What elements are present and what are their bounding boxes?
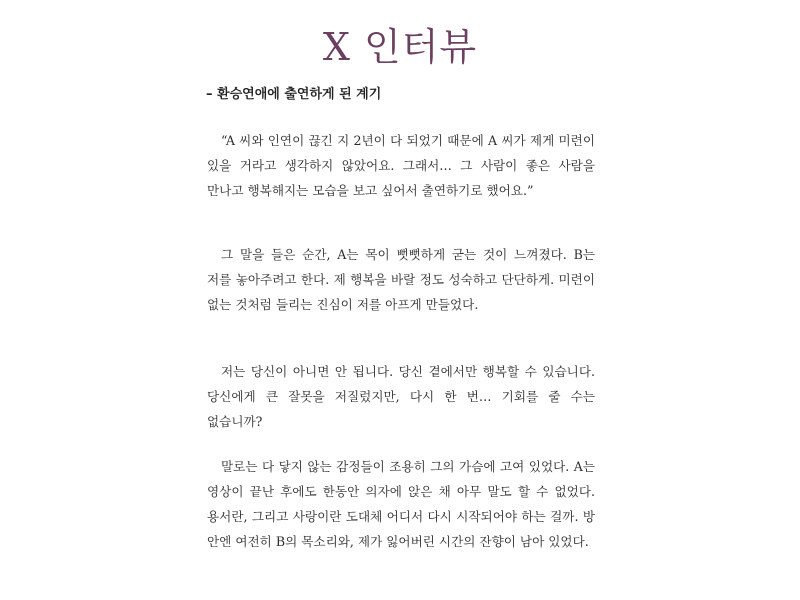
paragraph-1: “A 씨와 인연이 끊긴 지 2년이 다 되었기 때문에 A 씨가 제게 미련이 있을 거라고 생각하지 않았어요. 그래서… 그 사람이 좋은 사람을 만나고 행복해지는 모습을 보고 싶어서 출연하기로 했어요.”	[207, 133, 595, 198]
page-title: X 인터뷰	[322, 25, 478, 69]
paragraph-3: 저는 당신이 아니면 안 됩니다. 당신 곁에서만 행복할 수 있습니다. 당신에게 큰 잘못을 저질렀지만, 다시 한 번… 기회를 줄 수는 없습니까?	[207, 364, 595, 429]
paragraph-4: 말로는 다 닿지 않는 감정들이 조용히 그의 가슴에 고여 있었다. A는 영상이 끝난 후에도 한동안 의자에 앉은 채 아무 말도 할 수 없었다. 용서란, 그리고 사랑이란 도대체 어디서 다시 시작되어야 하는 걸까. 방 안엔 여전히 B의 목소리와, 제가 잃어버린 시간의 잔향이 남아 있었다.	[207, 459, 595, 549]
paragraph-2: 그 말을 들은 순간, A는 목이 뻣뻣하게 굳는 것이 느껴졌다. B는 저를 놓아주려고 한다. 제 행복을 바랄 정도 성숙하고 단단하게. 미련이 없는 것처럼 들리는 진심이 저를 아프게 만들었다.	[207, 247, 595, 312]
section-subtitle: – 환승연애에 출연하게 된 계기	[206, 87, 382, 102]
